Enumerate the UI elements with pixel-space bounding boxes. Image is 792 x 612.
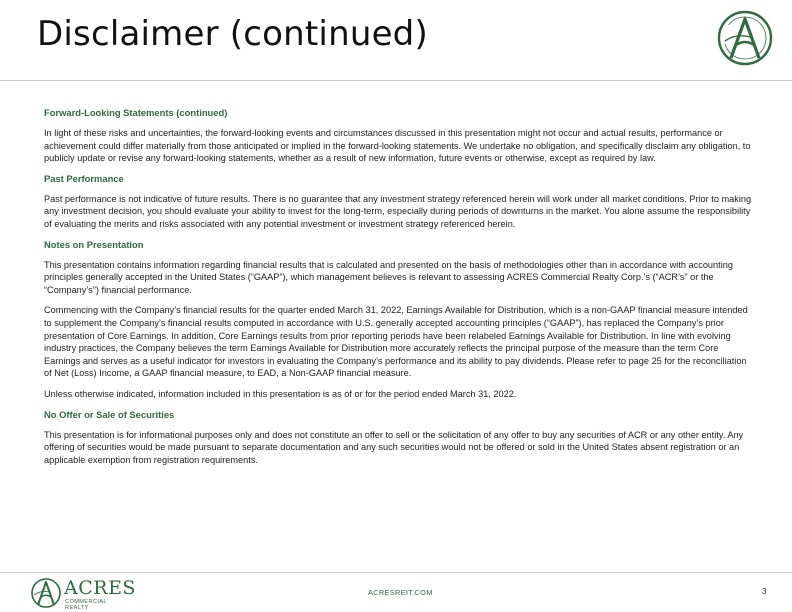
section-paragraph: In light of these risks and uncertainties, the forward-looking events and circumstances discussed in this presentation might not occur and actual results, performance or achievement could differ materially from those anticipated or implied in the forward-looking statements. We undertake no obligation, and specifically disclaim any obligation, to publicly update or revise any forward-looking statements, whether as a result of new information, future events or otherwise, except as required by law. [44, 128, 751, 164]
footer-logo [30, 577, 136, 611]
section-heading: Notes on Presentation [44, 238, 144, 250]
page-title: Disclaimer (continued) [37, 14, 428, 54]
section-paragraph: Unless otherwise indicated, information included in this presentation is as of or for the period ended March 31, 2022. [44, 388, 517, 399]
section-no-offer [44, 409, 752, 467]
section-notes-on-presentation [44, 239, 752, 401]
section-paragraph: Past performance is not indicative of future results. There is no guarantee that any investment strategy referenced herein will work under all market conditions. Prior to making any investment decision, you should evaluate your ability to invest for the long-term, especially during periods of downturns in the market. You alone assume the responsibility of evaluating the merits and risks associated with any potential investment or investment strategy referenced herein. [44, 193, 752, 229]
section-paragraph: This presentation contains information regarding financial results that is calculated and presented on the basis of methodologies other than in accordance with accounting principles generally accepted in the United States (“GAAP”), which management believes is relevant to assessing ACRES Commercial Realty Corp.’s (“ACR’s” or the “Company’s”) financial performance. [44, 259, 733, 295]
section-paragraph: This presentation is for informational purposes only and does not constitute an offer to sell or the solicitation of any offer to buy any securities of ACR or any other entity. Any offering of securities would be made pursuant to separate documentation and any such securities would not be offered or sold in the United States absent registration or an applicable exemption from registration requirements. [44, 429, 744, 465]
slide-header [0, 0, 792, 80]
footer-brand-sub: COMMERCIAL REALTY [65, 599, 107, 611]
footer-brand: ACRES [64, 577, 136, 599]
disclaimer-body [44, 107, 752, 474]
acres-logo-icon [716, 9, 774, 67]
section-past-performance [44, 173, 752, 231]
footer-divider [0, 572, 792, 573]
section-paragraph: Commencing with the Company’s financial results for the quarter ended March 31, 2022, Earnings Available for Distribution, which is a non-GAAP financial measure intended to supplement the Company’s financial results computed in accordance with U.S. generally accepted accounting principles (“GAAP”), has replaced the Company’s prior presentation of Core Earnings. In addition, Core Earnings results from prior reporting periods have been relabeled Earnings Available for Distribution. In line with evolving industry practices, the Company believes the term Earnings Available for Distribution more accurately reflects the principal purpose of the measure than the term Core Earnings and serves as a useful indicator for investors in evaluating the Company’s performance and its ability to pay dividends. Please refer to page 25 for the reconciliation of Net (Loss) Income, a GAAP financial measure, to EAD, a Non-GAAP financial measure. [44, 305, 748, 379]
acres-monogram-icon [30, 577, 62, 609]
section-heading: Forward-Looking Statements (continued) [44, 107, 228, 118]
section-heading: Past Performance [44, 172, 124, 184]
footer-url: ACRESREIT.COM [368, 588, 433, 597]
section-heading: No Offer or Sale of Securities [44, 408, 175, 420]
page-number: 3 [762, 587, 767, 596]
section-forward-looking [44, 107, 752, 165]
header-divider [0, 80, 792, 81]
